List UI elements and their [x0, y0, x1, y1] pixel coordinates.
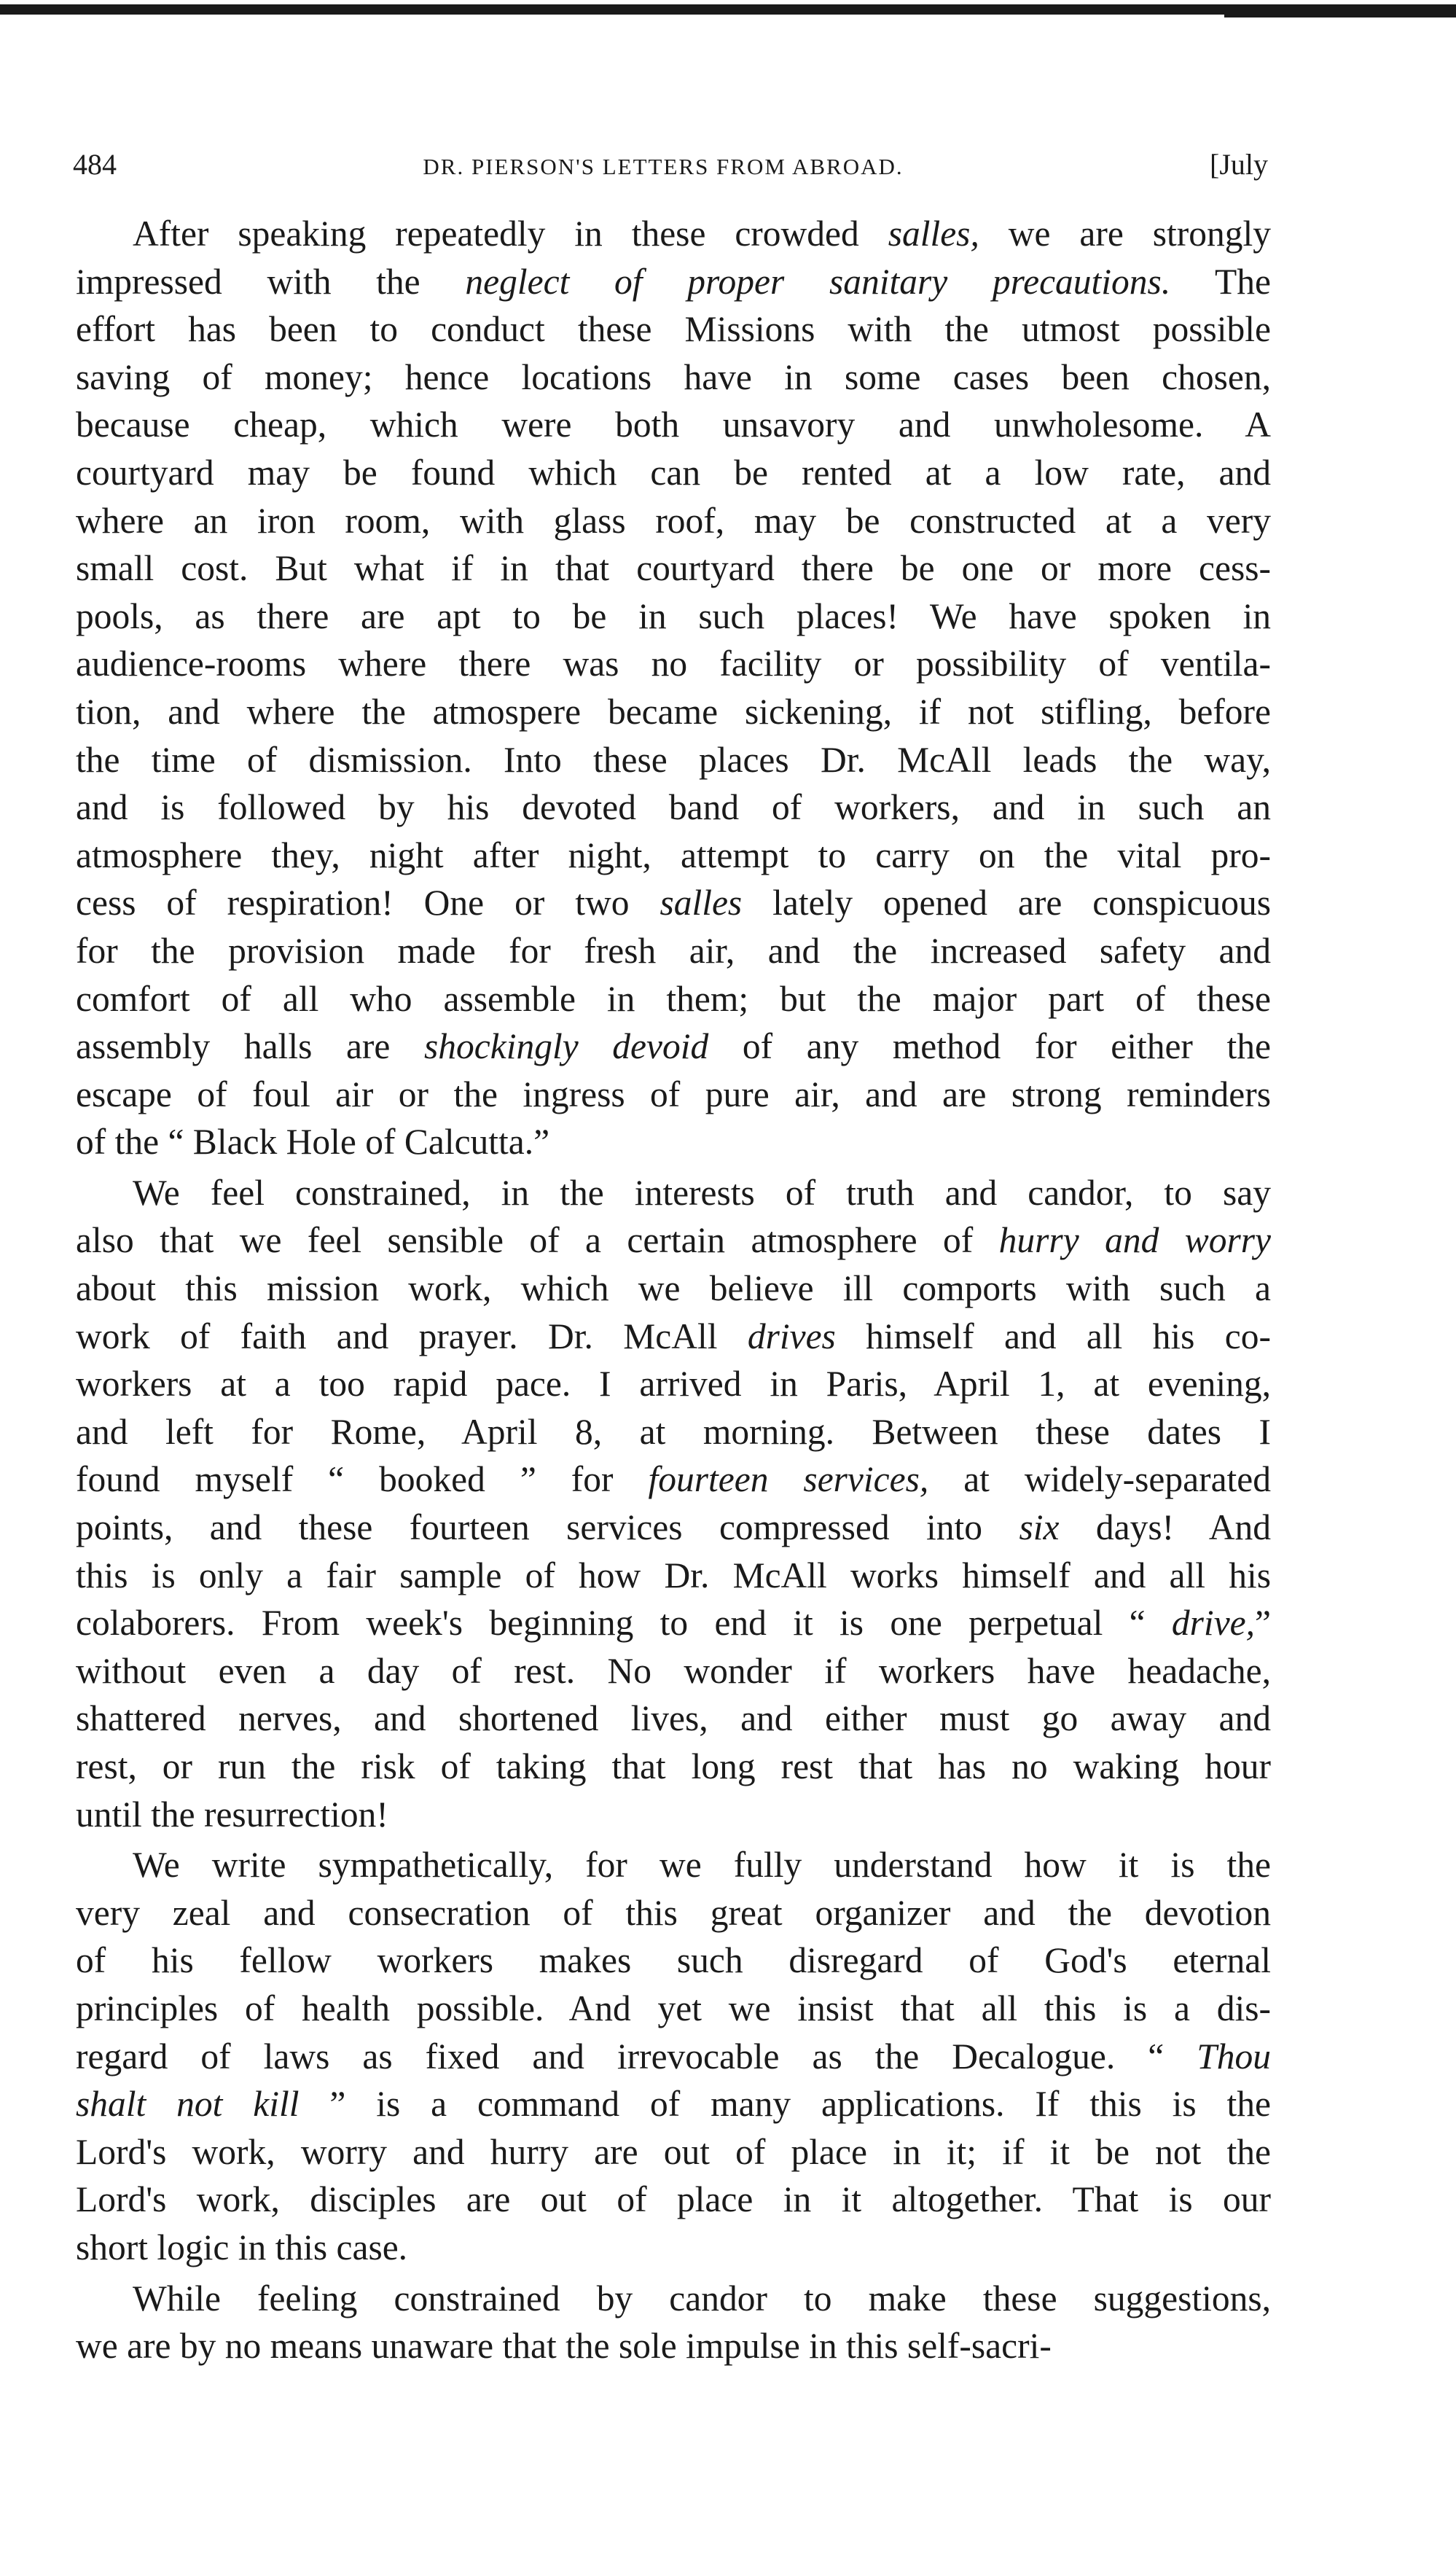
text-run: ”: [1255, 1603, 1271, 1644]
text-run: we are by no means unaware that the sole impulse in this self-sacri-: [76, 2326, 1052, 2367]
text-run: ” is a command of many applications. If this is the: [299, 2084, 1271, 2125]
text-run: the time of dismission. Into these places Dr. McAll leads the way,: [76, 739, 1271, 780]
text-run: pools, as there are apt to be in such places! We have spoken in: [76, 595, 1271, 636]
text-run: rest, or run the risk of taking that long rest that has no waking hour: [76, 1746, 1271, 1786]
text-line: [76, 1985, 1271, 2033]
text-run: workers at a too rapid pace. I arrived in Paris, April 1, at evening,: [76, 1364, 1271, 1404]
text-run: impressed with the: [76, 261, 466, 302]
text-run: cess of respiration! One or two: [76, 883, 660, 923]
text-run: of the “ Black Hole of Calcutta.”: [76, 1122, 550, 1163]
text-run: without even a day of rest. No wonder if workers have headache,: [76, 1650, 1271, 1691]
text-line: [76, 2128, 1271, 2176]
text-line: [76, 1889, 1271, 1937]
text-line: [76, 2275, 1271, 2323]
text-run: We write sympathetically, for we fully understand how it is the: [133, 1845, 1271, 1886]
italic-text: six: [1019, 1507, 1060, 1548]
text-line: [76, 1169, 1271, 1217]
text-line: [76, 2176, 1271, 2224]
text-line: [76, 1504, 1271, 1552]
text-run: After speaking repeatedly in these crowded: [133, 214, 888, 254]
text-run: because cheap, which were both unsavory and unwholesome. A: [76, 405, 1271, 445]
text-line: [76, 1360, 1271, 1408]
text-line: [76, 1456, 1271, 1504]
text-run: principles of health possible. And yet we insist that all this is a dis-: [76, 1988, 1271, 2028]
running-date: [July: [1210, 148, 1268, 181]
text-run: effort has been to conduct these Missions with the utmost possible: [76, 309, 1271, 350]
text-line: [76, 1216, 1271, 1265]
text-line: [76, 1071, 1271, 1119]
text-line: [76, 1118, 1271, 1166]
text-line: [76, 927, 1271, 975]
text-line: [76, 449, 1271, 497]
text-run: comfort of all who assemble in them; but the major part of these: [76, 978, 1271, 1019]
text-run: escape of foul air or the ingress of pure air, and are strong reminders: [76, 1074, 1271, 1114]
text-run: atmosphere they, night after night, attempt to carry on the vital pro-: [76, 835, 1271, 875]
italic-text: drives: [747, 1316, 836, 1356]
text-line: [76, 1791, 1271, 1839]
text-run: points, and these fourteen services compressed into: [76, 1507, 1019, 1548]
running-head: [73, 147, 1268, 188]
text-run: days! And: [1059, 1507, 1272, 1548]
text-run: courtyard may be found which can be rented at a low rate, and: [76, 452, 1271, 493]
text-line: [76, 544, 1271, 593]
text-line: [76, 2033, 1271, 2081]
text-run: shattered nerves, and shortened lives, and either must go away and: [76, 1698, 1271, 1739]
text-line: [76, 736, 1271, 784]
text-line: [76, 305, 1271, 353]
text-line: [76, 593, 1271, 641]
top-rule: [0, 4, 1456, 15]
text-line: [76, 497, 1271, 545]
text-line: [76, 1023, 1271, 1071]
text-line: [76, 258, 1271, 306]
text-run: himself and all his co-: [835, 1316, 1271, 1356]
italic-text: fourteen services,: [648, 1459, 929, 1500]
text-run: at widely-separated: [928, 1459, 1272, 1500]
paragraph: [76, 1169, 1271, 1838]
text-line: [76, 210, 1271, 258]
text-run: audience-rooms where there was no facility or possibility of ventila-: [76, 644, 1271, 684]
text-line: [76, 832, 1271, 880]
text-run: colaborers. From week's beginning to end it is one perpetual “: [76, 1603, 1172, 1644]
text-run: until the resurrection!: [76, 1794, 388, 1835]
text-run: assembly halls are: [76, 1026, 424, 1067]
text-line: [76, 1408, 1271, 1456]
text-line: [76, 1841, 1271, 1889]
text-line: [76, 1695, 1271, 1743]
text-run: very zeal and consecration of this great organizer and the devotion: [76, 1892, 1271, 1933]
text-run: found myself “ booked ” for: [76, 1459, 649, 1500]
text-run: about this mission work, which we believe ill comports with such a: [76, 1268, 1271, 1309]
text-run: and is followed by his devoted band of workers, and in such an: [76, 787, 1271, 828]
text-line: [76, 1647, 1271, 1695]
italic-text: drive,: [1171, 1603, 1256, 1644]
text-run: also that we feel sensible of a certain atmosphere of: [76, 1220, 999, 1261]
text-line: [76, 1265, 1271, 1313]
text-line: [76, 401, 1271, 449]
text-line: [76, 1313, 1271, 1361]
text-line: [76, 1552, 1271, 1600]
italic-text: hurry and worry: [998, 1220, 1271, 1261]
text-run: tion, and where the atmospere became sickening, if not stifling, before: [76, 691, 1271, 732]
text-line: [76, 2224, 1271, 2272]
text-run: Lord's work, worry and hurry are out of place in it; if it be not the: [76, 2131, 1271, 2172]
text-run: short logic in this case.: [76, 2227, 408, 2267]
italic-text: salles,: [888, 214, 979, 254]
top-rule-thin: [1224, 15, 1456, 17]
text-run: for the provision made for fresh air, and the increased safety and: [76, 930, 1271, 971]
text-line: [76, 1743, 1271, 1791]
text-line: [76, 640, 1271, 688]
text-run: of any method for either the: [708, 1026, 1272, 1067]
text-line: [76, 975, 1271, 1023]
text-run: this is only a fair sample of how Dr. McAll works himself and all his: [76, 1555, 1271, 1595]
text-run: The: [1170, 261, 1272, 302]
text-run: small cost. But what if in that courtyard there be one or more cess-: [76, 548, 1271, 589]
text-line: [76, 688, 1271, 736]
text-line: [76, 1937, 1271, 1985]
italic-text: neglect of proper sanitary precautions.: [465, 261, 1171, 302]
italic-text: shalt not kill: [76, 2084, 300, 2125]
text-run: work of faith and prayer. Dr. McAll: [76, 1316, 748, 1356]
italic-text: shockingly devoid: [424, 1026, 709, 1067]
text-run: regard of laws as fixed and irrevocable as the Decalogue. “: [76, 2036, 1197, 2076]
text-line: [76, 784, 1271, 832]
paragraph: [76, 2275, 1271, 2370]
text-run: where an iron room, with glass roof, may be constructed at a very: [76, 500, 1271, 541]
text-run: and left for Rome, April 8, at morning. Between these dates I: [76, 1411, 1271, 1452]
text-run: of his fellow workers makes such disregard of God's eternal: [76, 1940, 1271, 1981]
text-line: [76, 353, 1271, 402]
text-run: lately opened are conspicuous: [742, 883, 1271, 923]
text-run: Lord's work, disciples are out of place in it altogether. That is our: [76, 2179, 1271, 2220]
text-line: [76, 879, 1271, 927]
text-run: We feel constrained, in the interests of truth and candor, to say: [133, 1172, 1271, 1213]
paragraph: [76, 1841, 1271, 2271]
italic-text: Thou: [1197, 2036, 1271, 2076]
text-line: [76, 2080, 1271, 2128]
paragraph: [76, 210, 1271, 1166]
text-line: [76, 2322, 1271, 2370]
text-line: [76, 1599, 1271, 1647]
running-title: DR. PIERSON'S LETTERS FROM ABROAD.: [423, 154, 904, 179]
text-run: saving of money; hence locations have in some cases been chosen,: [76, 356, 1271, 397]
page-number: 484: [73, 148, 117, 181]
text-run: we are strongly: [979, 214, 1271, 254]
text-run: While feeling constrained by candor to make these suggestions,: [133, 2278, 1271, 2318]
italic-text: salles: [659, 883, 743, 923]
body-text: [76, 210, 1271, 2370]
